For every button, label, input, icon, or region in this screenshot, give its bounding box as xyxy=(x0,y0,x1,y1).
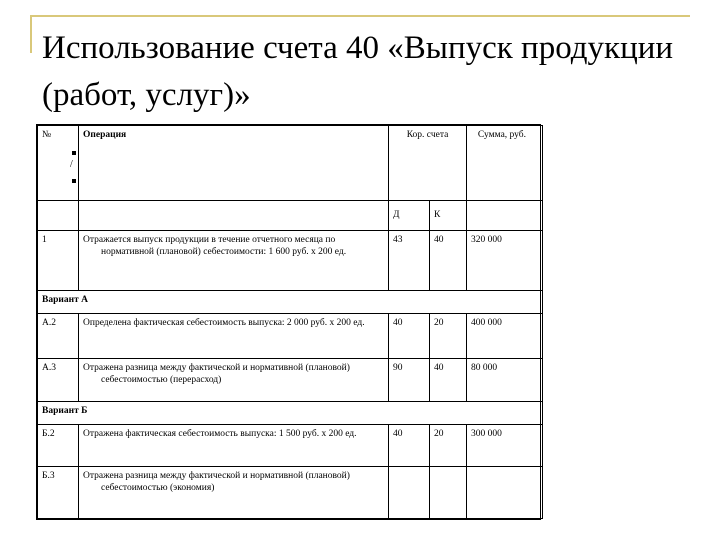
row-num: А.2 xyxy=(38,314,79,359)
table-header-row xyxy=(38,126,543,201)
row-credit xyxy=(430,467,467,519)
row-credit: 20 xyxy=(430,425,467,467)
row-debit: 40 xyxy=(389,314,430,359)
row-credit: 40 xyxy=(430,359,467,402)
variant-b-row xyxy=(38,402,543,425)
header-credit: К xyxy=(430,201,467,231)
row-sum: 300 000 xyxy=(467,425,543,467)
table-row xyxy=(38,425,543,467)
variant-a-label: Вариант А xyxy=(38,291,543,314)
row-num: Б.2 xyxy=(38,425,79,467)
slide-title: Использование счета 40 «Выпуск продукции (работ, услуг)» xyxy=(42,30,674,113)
row-debit xyxy=(389,467,430,519)
row-credit: 40 xyxy=(430,231,467,291)
header-debit: Д xyxy=(389,201,430,231)
header-num-slash: / xyxy=(70,159,73,170)
header-num: № xyxy=(38,126,79,201)
row-debit: 40 xyxy=(389,425,430,467)
row-num: Б.3 xyxy=(38,467,79,519)
table-row xyxy=(38,231,543,291)
title-accent-horizontal xyxy=(30,15,690,17)
row-operation: Отражена разница между фактической и нормативной (плановой) себестоимостью (перерасход) xyxy=(79,359,389,402)
table-row xyxy=(38,314,543,359)
row-sum: 320 000 xyxy=(467,231,543,291)
accounting-table xyxy=(36,124,541,520)
row-operation: Отражена разница между фактической и нормативной (плановой) себестоимостью (экономия) xyxy=(79,467,389,519)
table-subheader-row xyxy=(38,201,543,231)
header-account: Кор. счета xyxy=(389,126,467,201)
row-operation: Отражена фактическая себестоимость выпуска: 1 500 руб. х 200 ед. xyxy=(79,425,389,467)
header-sum: Сумма, руб. xyxy=(467,126,543,201)
row-sum: 400 000 xyxy=(467,314,543,359)
row-debit: 90 xyxy=(389,359,430,402)
table-row xyxy=(38,467,543,519)
row-operation: Определена фактическая себестоимость выпуска: 2 000 руб. х 200 ед. xyxy=(79,314,389,359)
header-operation: Операция xyxy=(79,126,389,201)
row-num: 1 xyxy=(38,231,79,291)
row-credit: 20 xyxy=(430,314,467,359)
row-sum xyxy=(467,467,543,519)
table-row xyxy=(38,359,543,402)
bullet-square-icon xyxy=(72,151,76,155)
title-accent-vertical xyxy=(30,15,32,53)
row-sum: 80 000 xyxy=(467,359,543,402)
variant-b-label: Вариант Б xyxy=(38,402,543,425)
bullet-square-icon xyxy=(72,179,76,183)
row-debit: 43 xyxy=(389,231,430,291)
row-num: А.3 xyxy=(38,359,79,402)
row-operation: Отражается выпуск продукции в течение отчетного месяца по нормативной (плановой) себестоимости: 1 600 руб. х 200 ед. xyxy=(79,231,389,291)
variant-a-row xyxy=(38,291,543,314)
